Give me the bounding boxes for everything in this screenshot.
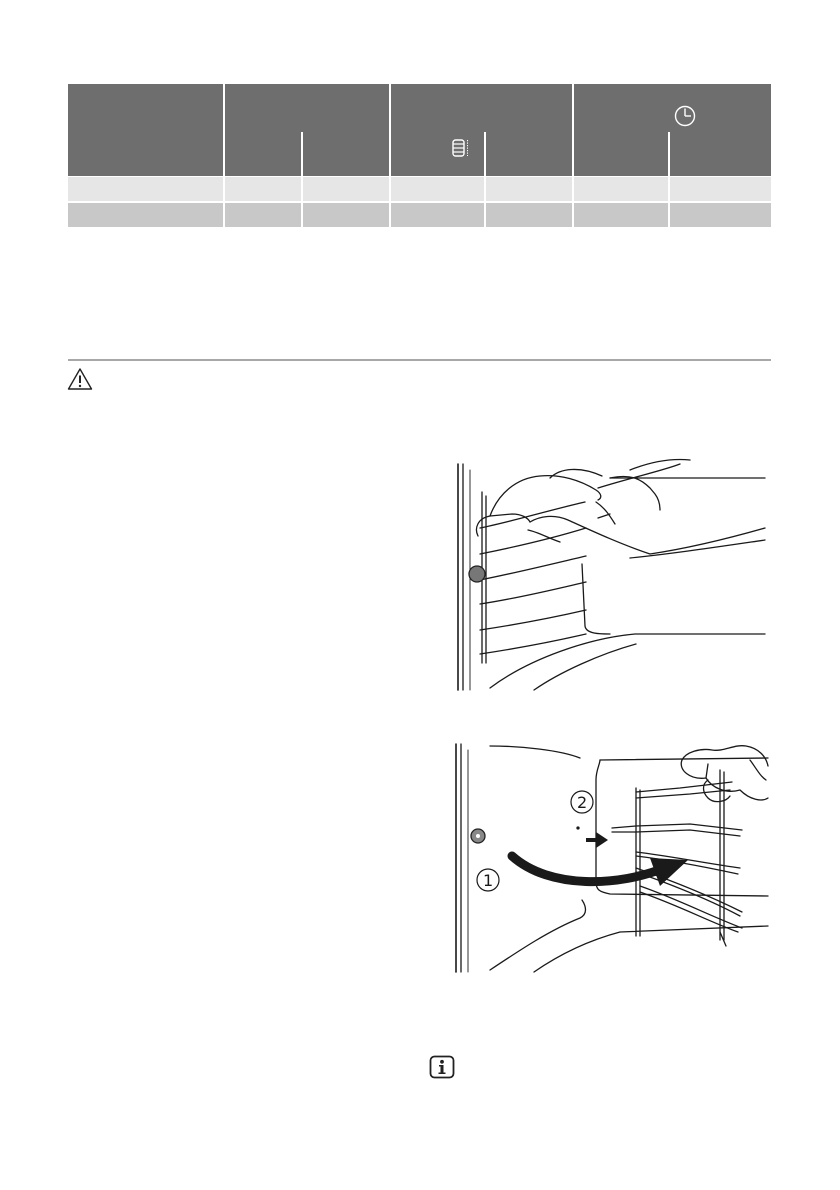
subcolumn-divider xyxy=(301,132,303,176)
subcolumn-divider xyxy=(668,132,670,176)
subcolumn-divider xyxy=(484,132,486,176)
column-divider xyxy=(389,84,391,176)
cooking-table xyxy=(68,84,771,227)
section-divider xyxy=(68,359,771,361)
install-shelf-support-illustration xyxy=(450,740,770,976)
table-header-row xyxy=(68,84,771,176)
warning-triangle-icon xyxy=(67,367,93,391)
column-divider xyxy=(572,84,574,176)
table-row xyxy=(68,177,771,201)
clock-icon xyxy=(673,104,697,128)
column-divider xyxy=(223,84,225,176)
remove-shelf-support-illustration xyxy=(450,458,770,694)
shelf-position-icon xyxy=(451,137,473,159)
table-row xyxy=(68,203,771,227)
info-icon xyxy=(429,1055,455,1079)
callout-2: 2 xyxy=(577,793,588,812)
callout-1: 1 xyxy=(483,871,494,890)
